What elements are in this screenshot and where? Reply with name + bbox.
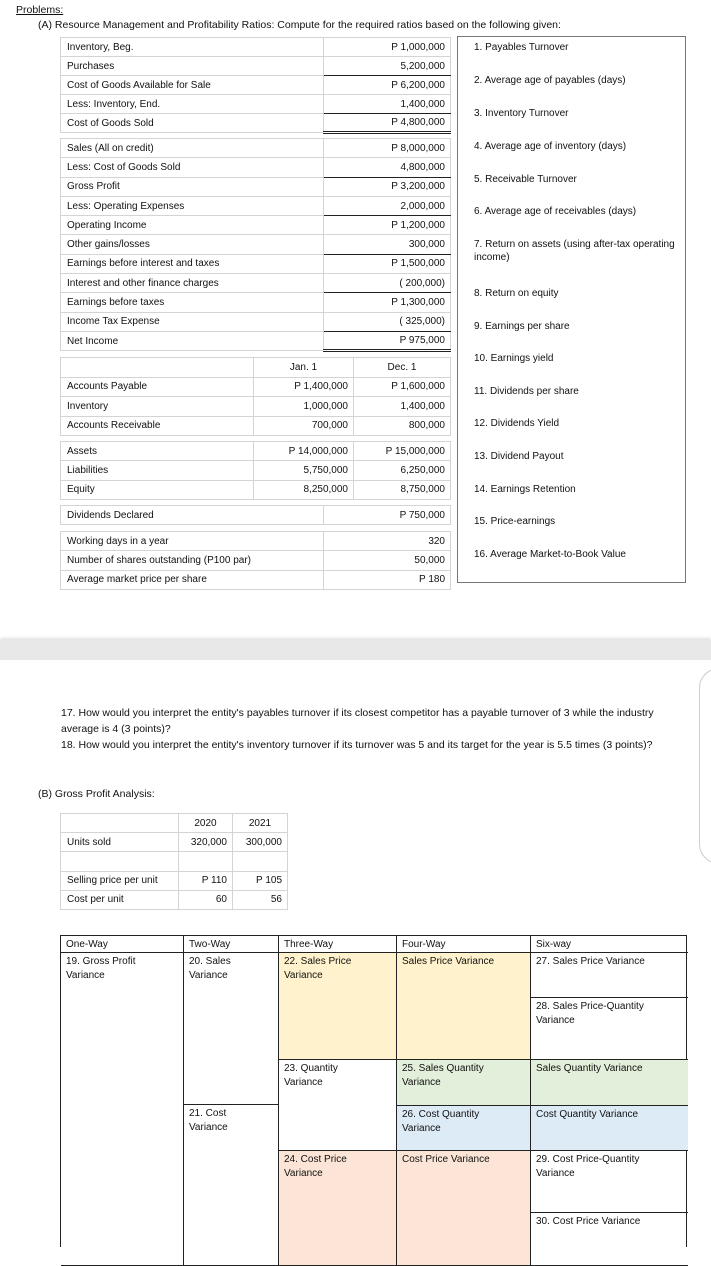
row-value <box>233 852 288 871</box>
ratio-item: 12. Dividends Yield <box>474 418 560 429</box>
row-label <box>61 358 254 378</box>
section-b-heading: (B) Gross Profit Analysis: <box>38 788 155 800</box>
ratio-item: 8. Return on equity <box>474 288 559 299</box>
row-label: Units sold <box>61 833 179 852</box>
four-way-sales-quantity-variance: 25. Sales Quantity Variance <box>397 1060 531 1106</box>
page-separator <box>0 640 711 660</box>
row-value: 1,000,000 <box>254 397 354 417</box>
row-label: Sales (All on credit) <box>61 139 324 158</box>
table-row <box>61 442 451 461</box>
row-label: Equity <box>61 480 254 499</box>
table-row <box>61 461 451 480</box>
row-value: 5,200,000 <box>324 57 451 76</box>
row-value: P 14,000,000 <box>254 442 354 461</box>
required-ratios-box <box>457 36 686 583</box>
six-way-cost-quantity-variance: Cost Quantity Variance <box>531 1106 688 1151</box>
question-17: 17. How would you interpret the entity's payables turnover if its closest competitor has a payable turnover of 3 while the industry average is 4 (3 points)? <box>61 707 654 735</box>
row-label: Other gains/losses <box>61 235 324 254</box>
table-row <box>61 216 451 235</box>
row-value: P 1,200,000 <box>324 216 451 235</box>
row-value: 320,000 <box>179 833 233 852</box>
cogs-table <box>60 37 451 134</box>
row-value: P 6,200,000 <box>324 76 451 95</box>
row-value: P 180 <box>324 570 451 589</box>
table-row <box>61 570 451 589</box>
row-value: Dec. 1 <box>354 358 451 378</box>
row-label: Inventory, Beg. <box>61 38 324 57</box>
row-label: Accounts Payable <box>61 377 254 397</box>
table-row <box>61 57 451 76</box>
row-label <box>61 852 179 871</box>
row-value: 5,750,000 <box>254 461 354 480</box>
table-row <box>61 293 451 312</box>
ratio-item: 14. Earnings Retention <box>474 484 576 495</box>
header-four-way: Four-Way <box>397 936 531 953</box>
row-value: 8,750,000 <box>354 480 451 499</box>
four-way-cost-price-variance: Cost Price Variance <box>397 1151 531 1266</box>
four-way-sales-price-variance: Sales Price Variance <box>397 953 531 1060</box>
row-label: Cost of Goods Sold <box>61 114 324 133</box>
row-value: P 8,000,000 <box>324 139 451 158</box>
ratio-item: 4. Average age of inventory (days) <box>474 141 627 152</box>
row-label: Purchases <box>61 57 324 76</box>
other-data-table <box>60 531 451 590</box>
three-way-sales-price-variance: 22. Sales Price Variance <box>279 953 397 1060</box>
row-value: P 15,000,000 <box>354 442 451 461</box>
row-label: Accounts Receivable <box>61 416 254 436</box>
income-statement-table <box>60 138 451 352</box>
six-way-sales-price-quantity-variance: 28. Sales Price-Quantity Variance <box>531 998 688 1060</box>
row-label: Assets <box>61 442 254 461</box>
row-value: P 1,000,000 <box>324 38 451 57</box>
two-way-sales-variance: 20. Sales Variance <box>184 953 279 1105</box>
row-label: Inventory <box>61 397 254 417</box>
row-label: Working days in a year <box>61 532 324 551</box>
table-row <box>61 833 288 852</box>
header-one-way: One-Way <box>61 936 184 953</box>
row-label: Number of shares outstanding (P100 par) <box>61 551 324 570</box>
ratio-item: 11. Dividends per share <box>474 386 579 397</box>
gross-profit-table <box>60 813 288 910</box>
row-value: P 105 <box>233 871 288 890</box>
row-value: P 975,000 <box>324 331 451 350</box>
table-row <box>61 254 451 273</box>
header-three-way: Three-Way <box>279 936 397 953</box>
table-row <box>61 532 451 551</box>
row-label: Net Income <box>61 331 324 350</box>
row-value: P 4,800,000 <box>324 114 451 133</box>
header-row <box>61 814 288 833</box>
row-label: Less: Inventory, End. <box>61 95 324 114</box>
ratio-item: 15. Price-earnings <box>474 516 556 527</box>
side-panel-edge[interactable] <box>699 668 711 864</box>
questions <box>61 705 676 753</box>
ratio-item: 16. Average Market-to-Book Value <box>474 549 626 560</box>
row-value: 320 <box>324 532 451 551</box>
row-label <box>61 814 179 833</box>
header-row <box>61 358 451 378</box>
balance-sheet-table <box>60 441 451 500</box>
row-value: ( 325,000) <box>324 312 451 331</box>
header-two-way: Two-Way <box>184 936 279 953</box>
two-way-cost-variance: 21. Cost Variance <box>184 1105 279 1266</box>
ratio-item: 5. Receivable Turnover <box>474 174 577 185</box>
row-label: Income Tax Expense <box>61 312 324 331</box>
table-row <box>61 196 451 215</box>
row-value: P 750,000 <box>324 506 451 525</box>
table-row <box>61 377 451 397</box>
table-row <box>61 76 451 95</box>
one-way-gross-profit-variance: 19. Gross Profit Variance <box>61 953 184 1266</box>
row-value: P 1,300,000 <box>324 293 451 312</box>
table-row <box>61 95 451 114</box>
table-row <box>61 890 288 909</box>
variance-analysis-grid <box>60 935 687 1247</box>
three-way-quantity-variance: 23. Quantity Variance <box>279 1060 397 1151</box>
ratio-item: 9. Earnings per share <box>474 321 570 332</box>
problems-title: Problems: <box>16 4 64 16</box>
row-value: 1,400,000 <box>354 397 451 417</box>
six-way-cost-price-quantity-variance: 29. Cost Price-Quantity Variance <box>531 1151 688 1213</box>
row-value: 6,250,000 <box>354 461 451 480</box>
three-way-cost-price-variance: 24. Cost Price Variance <box>279 1151 397 1266</box>
question-18: 18. How would you interpret the entity's inventory turnover if its turnover was 5 and its target for the year is 5.5 times (3 points)? <box>61 739 653 751</box>
ratio-item: 2. Average age of payables (days) <box>474 75 626 86</box>
row-value: 8,250,000 <box>254 480 354 499</box>
section-a-heading: (A) Resource Management and Profitability Ratios: Compute for the required ratios based on the following given: <box>38 19 561 31</box>
six-way-sales-price-variance: 27. Sales Price Variance <box>531 953 688 998</box>
row-value: Jan. 1 <box>254 358 354 378</box>
table-row <box>61 139 451 158</box>
table-row <box>61 551 451 570</box>
row-value: P 1,600,000 <box>354 377 451 397</box>
table-row <box>61 158 451 177</box>
row-value: 2020 <box>179 814 233 833</box>
six-way-cost-price-variance: 30. Cost Price Variance <box>531 1213 688 1266</box>
ratio-item: 1. Payables Turnover <box>474 42 569 53</box>
table-row <box>61 274 451 293</box>
row-value: P 3,200,000 <box>324 177 451 196</box>
row-value <box>179 852 233 871</box>
row-value: 4,800,000 <box>324 158 451 177</box>
six-way-sales-quantity-variance: Sales Quantity Variance <box>531 1060 688 1106</box>
table-row <box>61 871 288 890</box>
ratio-item: 7. Return on assets (using after-tax operating income) <box>474 239 675 263</box>
table-row <box>61 312 451 331</box>
table-row <box>61 331 451 350</box>
table-row <box>61 114 451 133</box>
table-row <box>61 506 451 525</box>
row-value: 800,000 <box>354 416 451 436</box>
header-six-way: Six-way <box>531 936 688 953</box>
row-label: Average market price per share <box>61 570 324 589</box>
row-value: 50,000 <box>324 551 451 570</box>
row-label: Earnings before interest and taxes <box>61 254 324 273</box>
four-way-cost-quantity-variance: 26. Cost Quantity Variance <box>397 1106 531 1151</box>
table-row <box>61 416 451 436</box>
row-value: ( 200,000) <box>324 274 451 293</box>
row-value: 300,000 <box>233 833 288 852</box>
table-row <box>61 38 451 57</box>
row-value: 700,000 <box>254 416 354 436</box>
table-row <box>61 397 451 417</box>
row-value: 2,000,000 <box>324 196 451 215</box>
ratio-item: 3. Inventory Turnover <box>474 108 569 119</box>
row-label: Earnings before taxes <box>61 293 324 312</box>
balances-table <box>60 357 451 436</box>
row-label: Less: Operating Expenses <box>61 196 324 215</box>
dividends-table <box>60 505 451 525</box>
row-value: P 110 <box>179 871 233 890</box>
row-label: Liabilities <box>61 461 254 480</box>
row-label: Gross Profit <box>61 177 324 196</box>
row-label: Less: Cost of Goods Sold <box>61 158 324 177</box>
row-label: Cost of Goods Available for Sale <box>61 76 324 95</box>
table-row <box>61 852 288 871</box>
row-label: Cost per unit <box>61 890 179 909</box>
row-label: Dividends Declared <box>61 506 324 525</box>
row-label: Selling price per unit <box>61 871 179 890</box>
row-label: Operating Income <box>61 216 324 235</box>
ratio-item: 10. Earnings yield <box>474 353 554 364</box>
row-value: 1,400,000 <box>324 95 451 114</box>
row-value: P 1,400,000 <box>254 377 354 397</box>
table-row <box>61 480 451 499</box>
row-value: 300,000 <box>324 235 451 254</box>
row-label: Interest and other finance charges <box>61 274 324 293</box>
ratio-item: 13. Dividend Payout <box>474 451 564 462</box>
table-row <box>61 235 451 254</box>
row-value: 60 <box>179 890 233 909</box>
table-row <box>61 177 451 196</box>
row-value: 2021 <box>233 814 288 833</box>
row-value: P 1,500,000 <box>324 254 451 273</box>
row-value: 56 <box>233 890 288 909</box>
ratio-item: 6. Average age of receivables (days) <box>474 206 637 217</box>
